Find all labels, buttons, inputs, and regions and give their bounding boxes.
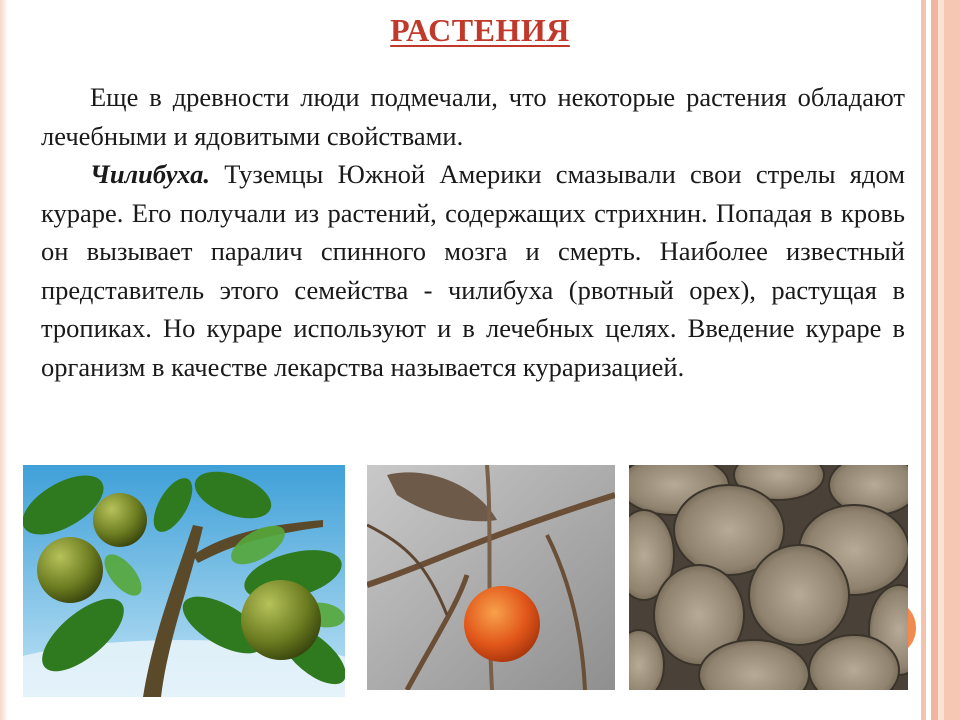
strychnine-tree-photo: [23, 465, 345, 697]
orange-fruit-on-branch-photo-icon: [367, 465, 615, 690]
decor-stripe: [944, 0, 960, 720]
paragraph-lead: Чилибуха.: [90, 159, 210, 189]
slide-title-text: РАСТЕНИЯ: [390, 12, 570, 48]
slide-body: [41, 78, 905, 386]
seeds-photo: [629, 465, 908, 690]
decor-stripe: [931, 0, 938, 720]
paragraph-body: Туземцы Южной Америки смазывали свои стрелы ядом кураре. Его получали из растений, содержащих стрихнин. Попадая в кровь он вызывает паралич спинного мозга и смерть. Наиболее известный представитель этого семейства - чилибуха (рвотный орех), растущая в тропиках. Но кураре используют и в лечебных целях. Введение кураре в организм в качестве лекарства называется кураризацией.: [41, 159, 905, 382]
paragraph-intro: Еще в древности люди подмечали, что некоторые растения обладают лечебными и ядовитыми свойствами.: [41, 82, 905, 151]
slide-left-edge: [0, 0, 8, 720]
paragraph-chilibukha: [41, 155, 905, 386]
orange-fruit-photo: [367, 465, 615, 690]
strychnine-tree-green-fruit-photo-icon: [23, 465, 345, 697]
nux-vomica-seeds-photo-icon: [629, 465, 908, 690]
slide-title: [0, 12, 960, 49]
